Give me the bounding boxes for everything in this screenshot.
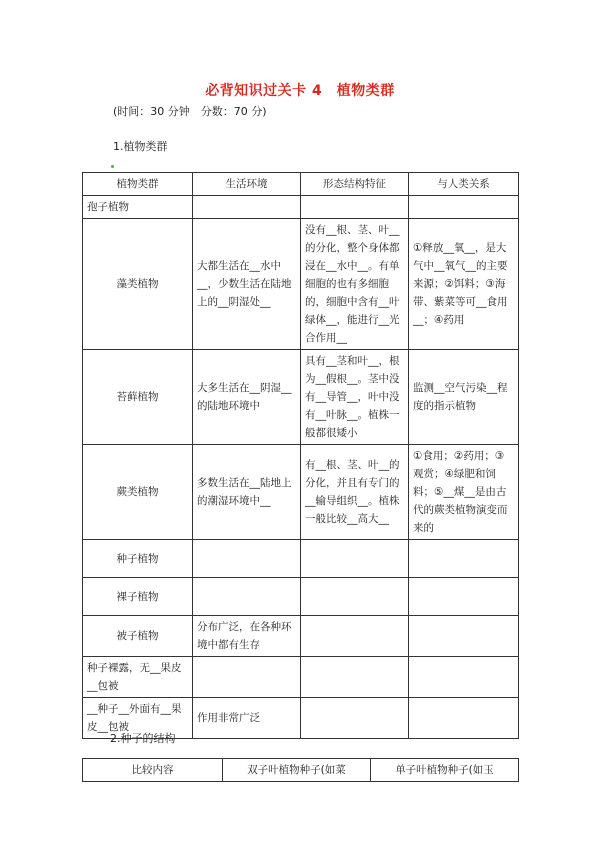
- env-cell: 多数生活在__陆地上的潮湿环境中__: [193, 445, 301, 540]
- relation-cell: [409, 196, 519, 219]
- group-cell: __种子__外面有__果皮__包被: [83, 698, 193, 739]
- relation-cell: [409, 540, 519, 578]
- table-row: [83, 350, 519, 445]
- header-cell: 比较内容: [83, 759, 223, 782]
- env-cell: 分布广泛，在各种环境中都有生存: [193, 616, 301, 657]
- header-cell: 植物类群: [83, 173, 193, 196]
- table-row: [83, 540, 519, 578]
- feature-cell: [301, 657, 409, 698]
- header-cell: 生活环境: [193, 173, 301, 196]
- time-score-info: (时间：30 分钟 分数：70 分): [113, 105, 267, 118]
- env-cell: [193, 196, 301, 219]
- table-row: [83, 196, 519, 219]
- group-cell: 裸子植物: [83, 578, 193, 616]
- feature-cell: [301, 540, 409, 578]
- feature-cell: [301, 616, 409, 657]
- relation-cell: ①释放__氧__，是大气中__氧气__的主要来源；②饵料；③海带、紫菜等可__食用__；④药用: [409, 219, 519, 350]
- group-cell: 孢子植物: [83, 196, 193, 219]
- group-cell: 被子植物: [83, 616, 193, 657]
- relation-cell: 监测__空气污染__程度的指示植物: [409, 350, 519, 445]
- header-cell: 双子叶植物种子(如菜: [223, 759, 371, 782]
- relation-cell: [409, 657, 519, 698]
- section-heading-plant-groups: 1.植物类群: [113, 140, 168, 153]
- table-header-row: [83, 759, 519, 782]
- env-cell: 大多生活在__阴湿__的陆地环境中: [193, 350, 301, 445]
- section-heading-seed-structure: 2.种子的结构: [110, 732, 176, 745]
- group-cell: 藻类植物: [83, 219, 193, 350]
- env-cell: [193, 540, 301, 578]
- table-header-row: [83, 173, 519, 196]
- table-row: [83, 657, 519, 698]
- table-row: [83, 445, 519, 540]
- group-cell: 种子裸露，无__果皮__包被: [83, 657, 193, 698]
- group-cell: 苔藓植物: [83, 350, 193, 445]
- feature-cell: 具有__茎和叶__，根为__假根__。茎中没有__导管__，叶中没有__叶脉__。植株一般都很矮小: [301, 350, 409, 445]
- header-cell: 形态结构特征: [301, 173, 409, 196]
- group-cell: 蕨类植物: [83, 445, 193, 540]
- env-cell: 大都生活在__水中__，少数生活在陆地上的__阴湿处__: [193, 219, 301, 350]
- env-cell: [193, 578, 301, 616]
- relation-cell: [409, 698, 519, 739]
- feature-cell: 有__根、茎、叶__的分化，并且有专门的__输导组织__。植株一般比较__高大__: [301, 445, 409, 540]
- header-cell: 单子叶植物种子(如玉: [371, 759, 519, 782]
- relation-cell: [409, 616, 519, 657]
- env-cell: [193, 657, 301, 698]
- env-cell: 作用非常广泛: [193, 698, 301, 739]
- table-row: [83, 219, 519, 350]
- seed-structure-table: [82, 758, 519, 782]
- header-cell: 与人类关系: [409, 173, 519, 196]
- relation-cell: ①食用；②药用；③观赏；④绿肥和饲料；⑤__煤__是由古代的蕨类植物演变而来的: [409, 445, 519, 540]
- feature-cell: [301, 196, 409, 219]
- green-dot-mark: [111, 165, 114, 168]
- feature-cell: 没有__根、茎、叶__的分化，整个身体都浸在__水中__。有单细胞的也有多细胞的，细胞中含有__叶绿体__，能进行__光合作用__: [301, 219, 409, 350]
- table-row: [83, 616, 519, 657]
- relation-cell: [409, 578, 519, 616]
- group-cell: 种子植物: [83, 540, 193, 578]
- feature-cell: [301, 698, 409, 739]
- page-title: 必背知识过关卡 4 植物类群: [205, 83, 395, 99]
- plant-groups-table: [82, 172, 519, 739]
- table-row: [83, 578, 519, 616]
- feature-cell: [301, 578, 409, 616]
